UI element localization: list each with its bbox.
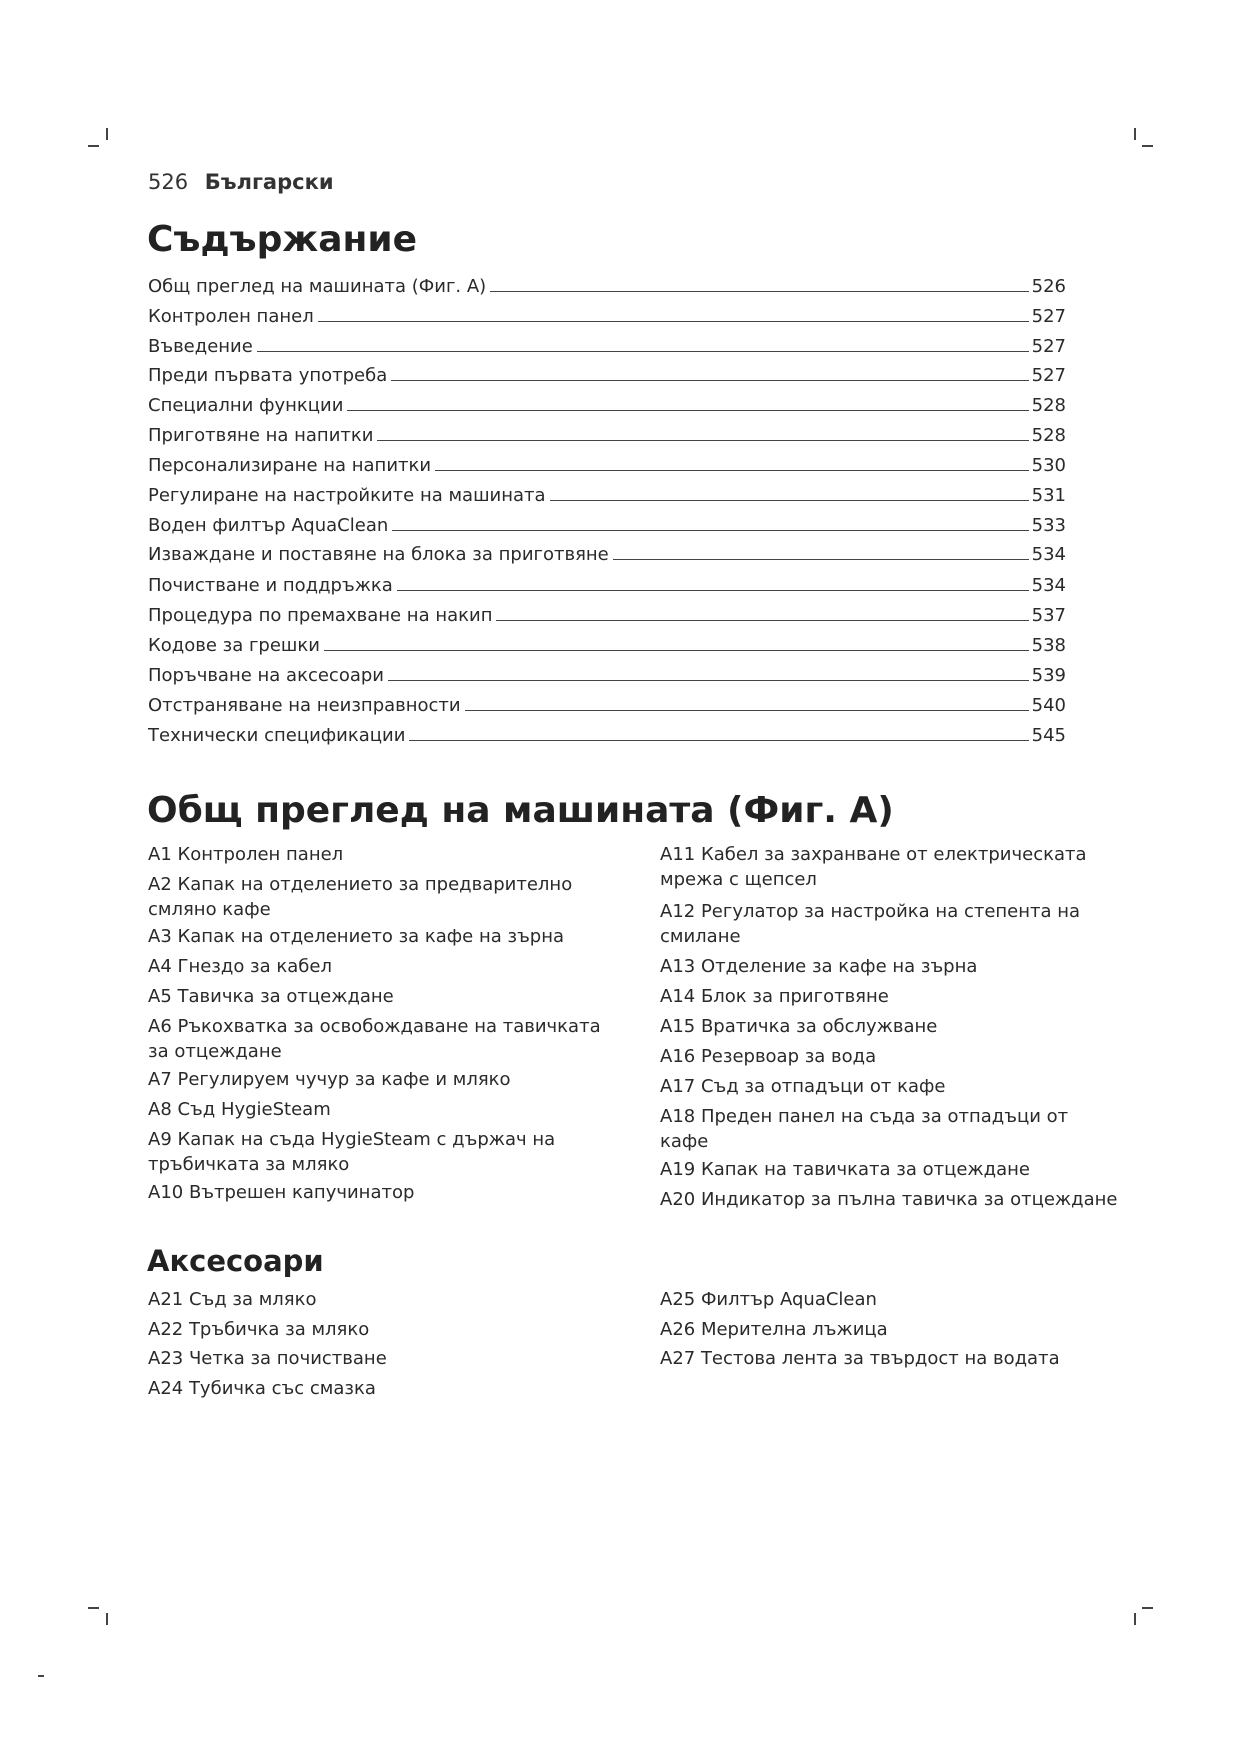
list-item	[148, 1376, 376, 1401]
list-item-line: A18 Преден панел на съда за отпадъци от	[660, 1106, 1069, 1127]
toc-entry-page: 533	[1031, 515, 1066, 536]
list-item	[148, 954, 332, 979]
list-item-line: тръбичката за мляко	[148, 1154, 350, 1175]
list-item-line: A13 Отделение за кафе на зърна	[660, 956, 978, 977]
toc-leader-line	[318, 321, 1029, 322]
toc-entry-title: Общ преглед на машината (Фиг. A)	[148, 276, 487, 297]
list-item	[148, 1180, 414, 1205]
toc-entry-page: 538	[1031, 635, 1066, 656]
crop-mark-tl-h	[88, 145, 99, 147]
toc-entry-page: 530	[1031, 455, 1066, 476]
list-item-line: A15 Вратичка за обслужване	[660, 1016, 938, 1037]
list-item	[148, 924, 564, 949]
toc-leader-line	[490, 291, 1028, 292]
list-item	[148, 1014, 601, 1064]
toc-entry[interactable]	[148, 450, 1066, 476]
toc-entry-page: 537	[1031, 605, 1066, 626]
toc-entry[interactable]	[148, 301, 1066, 327]
list-item-line: A25 Филтър AquaClean	[660, 1289, 877, 1310]
list-item-line: A23 Четка за почистване	[148, 1348, 387, 1369]
list-item-line: за отцеждане	[148, 1041, 282, 1062]
toc-leader-line	[388, 680, 1029, 681]
toc-entry-title: Технически спецификации	[148, 725, 406, 746]
list-item-line: A26 Мерителна лъжица	[660, 1319, 888, 1340]
list-item-line: A7 Регулируем чучур за кафе и мляко	[148, 1069, 511, 1090]
list-item	[660, 1044, 876, 1069]
toc-entry-title: Процедура по премахване на накип	[148, 605, 493, 626]
toc-entry[interactable]	[148, 690, 1066, 716]
list-item-line: смилане	[660, 926, 741, 947]
list-item	[660, 984, 889, 1009]
toc-leader-line	[397, 590, 1029, 591]
list-item	[660, 1104, 1068, 1154]
toc-entry[interactable]	[148, 630, 1066, 656]
language-label: Български	[204, 170, 334, 194]
toc-entry-title: Кодове за грешки	[148, 635, 320, 656]
list-item-line: смляно кафе	[148, 899, 271, 920]
page-header	[148, 170, 334, 194]
toc-entry-title: Персонализиране на напитки	[148, 455, 432, 476]
toc-entry-title: Отстраняване на неизправности	[148, 695, 461, 716]
toc-entry-page: 527	[1031, 306, 1066, 327]
toc-entry-title: Специални функции	[148, 395, 344, 416]
toc-entry[interactable]	[148, 510, 1066, 536]
toc-leader-line	[465, 710, 1029, 711]
list-item-line: A2 Капак на отделението за предварително	[148, 874, 573, 895]
list-item	[148, 1317, 369, 1342]
toc-entry-page: 526	[1031, 276, 1066, 297]
crop-mark-tr-h	[1142, 145, 1153, 147]
toc-entry[interactable]	[148, 720, 1066, 746]
toc-entry[interactable]	[148, 539, 1066, 565]
list-item	[148, 984, 394, 1009]
crop-mark-br-v	[1134, 1613, 1136, 1625]
list-item-line: кафе	[660, 1131, 709, 1152]
list-item-line: A20 Индикатор за пълна тавичка за отцеждане	[660, 1189, 1118, 1210]
toc-entry[interactable]	[148, 570, 1066, 596]
page-number: 526	[148, 170, 189, 194]
toc-entry[interactable]	[148, 360, 1066, 386]
list-item	[148, 1067, 511, 1092]
toc-entry[interactable]	[148, 420, 1066, 446]
crop-mark-bottom	[38, 1675, 44, 1677]
toc-entry-page: 545	[1031, 725, 1066, 746]
toc-entry-page: 531	[1031, 485, 1066, 506]
list-item-line: A27 Тестова лента за твърдост на водата	[660, 1348, 1060, 1369]
toc-title: Съдържание	[147, 219, 417, 260]
toc-leader-line	[409, 740, 1028, 741]
list-item-line: A6 Ръкохватка за освобождаване на тавичката	[148, 1016, 601, 1037]
list-item-line: A5 Тавичка за отцеждане	[148, 986, 394, 1007]
toc-leader-line	[392, 530, 1028, 531]
list-item	[660, 1317, 888, 1342]
list-item-line: A11 Кабел за захранване от електрическата	[660, 844, 1087, 865]
toc-leader-line	[435, 470, 1029, 471]
list-item	[660, 842, 1087, 892]
toc-entry-title: Преди първата употреба	[148, 365, 388, 386]
toc-leader-line	[550, 500, 1029, 501]
list-item	[660, 1157, 1030, 1182]
toc-entry-title: Приготвяне на напитки	[148, 425, 374, 446]
toc-leader-line	[391, 380, 1028, 381]
list-item-line: A14 Блок за приготвяне	[660, 986, 889, 1007]
list-item-line: A19 Капак на тавичката за отцеждане	[660, 1159, 1030, 1180]
list-item-line: A17 Съд за отпадъци от кафе	[660, 1076, 946, 1097]
toc-entry-page: 534	[1031, 575, 1066, 596]
list-item-line: A3 Капак на отделението за кафе на зърна	[148, 926, 565, 947]
toc-leader-line	[613, 559, 1029, 560]
list-item	[660, 1287, 877, 1312]
toc-entry-page: 527	[1031, 336, 1066, 357]
toc-entry-page: 534	[1031, 544, 1066, 565]
toc-entry-title: Контролен панел	[148, 306, 314, 327]
toc-entry-title: Почистване и поддръжка	[148, 575, 393, 596]
list-item	[660, 899, 1080, 949]
crop-mark-br-h	[1142, 1607, 1153, 1609]
toc-entry-title: Регулиране на настройките на машината	[148, 485, 546, 506]
list-item	[148, 1097, 331, 1122]
toc-entry[interactable]	[148, 660, 1066, 686]
list-item-line: A16 Резервоар за вода	[660, 1046, 877, 1067]
list-item	[148, 872, 572, 922]
list-item-line: A21 Съд за мляко	[148, 1289, 317, 1310]
toc-entry-title: Въведение	[148, 336, 253, 357]
overview-title: Общ преглед на машината (Фиг. A)	[147, 790, 894, 831]
list-item-line: A1 Контролен панел	[148, 844, 344, 865]
list-item	[660, 1014, 937, 1039]
list-item	[148, 842, 343, 867]
toc-entry-page: 528	[1031, 425, 1066, 446]
toc-entry-title: Воден филтър AquaClean	[148, 515, 389, 536]
list-item	[660, 1074, 945, 1099]
crop-mark-bl-h	[88, 1607, 99, 1609]
toc-entry[interactable]	[148, 600, 1066, 626]
toc-entry-page: 539	[1031, 665, 1066, 686]
toc-entry-title: Изваждане и поставяне на блока за приготвяне	[148, 544, 609, 565]
toc-entry[interactable]	[148, 271, 1066, 297]
list-item-line: A4 Гнездо за кабел	[148, 956, 332, 977]
list-item-line: A22 Тръбичка за мляко	[148, 1319, 370, 1340]
crop-mark-bl-v	[106, 1613, 108, 1625]
toc-leader-line	[347, 410, 1028, 411]
list-item	[148, 1127, 555, 1177]
toc-entry[interactable]	[148, 390, 1066, 416]
list-item	[148, 1346, 387, 1371]
toc-leader-line	[257, 351, 1029, 352]
toc-leader-line	[324, 650, 1029, 651]
crop-mark-tl-v	[106, 128, 108, 140]
list-item	[660, 954, 977, 979]
toc-entry[interactable]	[148, 480, 1066, 506]
list-item	[148, 1287, 317, 1312]
toc-entry-page: 540	[1031, 695, 1066, 716]
list-item-line: A24 Тубичка със смазка	[148, 1378, 376, 1399]
list-item-line: A12 Регулатор за настройка на степента на	[660, 901, 1081, 922]
toc-leader-line	[496, 620, 1028, 621]
crop-mark-tr-v	[1134, 128, 1136, 140]
toc-entry-title: Поръчване на аксесоари	[148, 665, 384, 686]
accessories-title: Аксесоари	[147, 1244, 324, 1278]
list-item-line: A9 Капак на съда HygieSteam с държач на	[148, 1129, 556, 1150]
toc-entry-page: 527	[1031, 365, 1066, 386]
toc-entry[interactable]	[148, 331, 1066, 357]
list-item-line: мрежа с щепсел	[660, 869, 817, 890]
list-item	[660, 1187, 1117, 1212]
toc-leader-line	[377, 440, 1028, 441]
list-item-line: A8 Съд HygieSteam	[148, 1099, 331, 1120]
toc-entry-page: 528	[1031, 395, 1066, 416]
list-item-line: A10 Вътрешен капучинатор	[148, 1182, 415, 1203]
list-item	[660, 1346, 1060, 1371]
